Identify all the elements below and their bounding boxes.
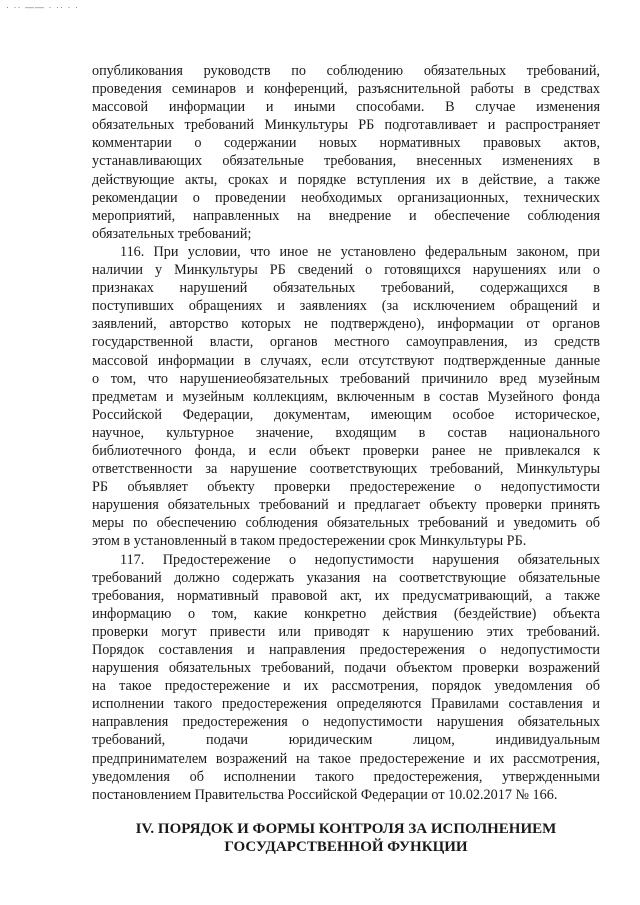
text-line: требования, нормативный правовой акт, их предусматривающий, а также [92, 587, 600, 604]
text-line: нарушения обязательных требований и предлагает объекту проверки принять [92, 497, 600, 514]
text-line: предметам и музейным коллекциям, включенным в состав Музейного фонда [92, 388, 600, 405]
text-line: заявлений, авторство которых не подтверждено), информации от органов [92, 316, 600, 333]
document-body [92, 62, 600, 804]
text-line: уведомления об исполнении такого предостережения, утвержденными [92, 768, 600, 785]
text-line: РБ объявляет объекту проверки предостережение о недопустимости [92, 479, 600, 496]
text-line: требований, подачи юридическим лицом, индивидуальным [92, 732, 600, 749]
text-line: требований должно содержать указания на соответствующие обязательные [92, 569, 600, 586]
text-line: меры по обеспечению соблюдения обязательных требований и уведомить об [92, 515, 600, 532]
scan-artifact: · ·· —— · ·· · · [6, 2, 79, 12]
text-line: рекомендации о проведении необходимых организационных, технических [92, 189, 600, 206]
text-line: этом в установленный в таком предостережении срок Минкультуры РБ. [92, 533, 527, 550]
text-line: массовой информации в случаях, если отсутствуют подтвержденные данные [92, 352, 600, 369]
text-line: Российской Федерации, документам, имеющим особое историческое, [92, 406, 600, 423]
text-line: библиотечного фонда, и если объект проверки ранее не привлекался к [92, 442, 600, 459]
text-line: устанавливающих обязательные требования, внесенных изменениях в [92, 153, 600, 170]
text-line: направления предостережения о недопустимости нарушения обязательных [92, 714, 600, 731]
text-line: информацию о том, какие конкретно действия (бездействие) объекта [92, 605, 600, 622]
section-heading [92, 820, 600, 856]
text-line: предпринимателем возражений на такое предостережение и их рассмотрения, [92, 750, 600, 767]
text-line: обязательных требований Минкультуры РБ подготавливает и распространяет [92, 117, 600, 134]
paragraph-117-start: 117. Предостережение о недопустимости нарушения обязательных [120, 551, 600, 568]
section-heading-line-1: IV. ПОРЯДОК И ФОРМЫ КОНТРОЛЯ ЗА ИСПОЛНЕНИЕМ [135, 821, 557, 837]
text-line: ответственности за нарушение соответствующих требований, Минкультуры [92, 461, 600, 478]
text-line: обязательных требований; [92, 225, 252, 242]
text-line: проведения семинаров и конференций, разъяснительной работы в средствах [92, 81, 600, 98]
text-line: поступивших обращениях и заявлениях (за исключением обращений и [92, 298, 600, 315]
text-line: признаках нарушений обязательных требований, содержащихся в [92, 280, 600, 297]
text-line: Порядок составления и направления предостережения о недопустимости [92, 642, 600, 658]
text-line: действующие акты, сроках и порядке вступления их в действие, а также [92, 171, 600, 188]
text-line: государственной власти, органов местного самоуправления, из средств [92, 334, 600, 351]
text-line: комментарии о содержании новых нормативных правовых актов, [92, 135, 600, 152]
text-line: наличии у Минкультуры РБ сведений о готовящихся нарушениях или о [92, 262, 600, 279]
text-line: о том, что нарушениеобязательных требований причинило вред музейным [92, 370, 600, 387]
section-heading-line-2: ГОСУДАРСТВЕННОЙ ФУНКЦИИ [224, 839, 468, 855]
text-line: нарушения обязательных требований, подачи объектом проверки возражений [92, 660, 600, 677]
text-line: постановлением Правительства Российской Федерации от 10.02.2017 № 166. [92, 786, 558, 803]
text-line: исполнении такого предостережения определяются Правилами составления и [92, 696, 600, 713]
text-line: научное, культурное значение, входящим в состав национального [92, 424, 600, 441]
text-line: проверки могут привести или приводят к нарушению этих требований. [92, 623, 600, 640]
text-line: мероприятий, направленных на внедрение и обеспечение соблюдения [92, 207, 600, 224]
text-line: опубликования руководств по соблюдению обязательных требований, [92, 63, 600, 79]
text-line: на такое предостережение и их рассмотрения, порядок уведомления об [92, 678, 600, 695]
paragraph-116-start: 116. При условии, что иное не установлено федеральным законом, при [120, 243, 600, 260]
text-line: массовой информации и иными способами. В случае изменения [92, 99, 600, 116]
